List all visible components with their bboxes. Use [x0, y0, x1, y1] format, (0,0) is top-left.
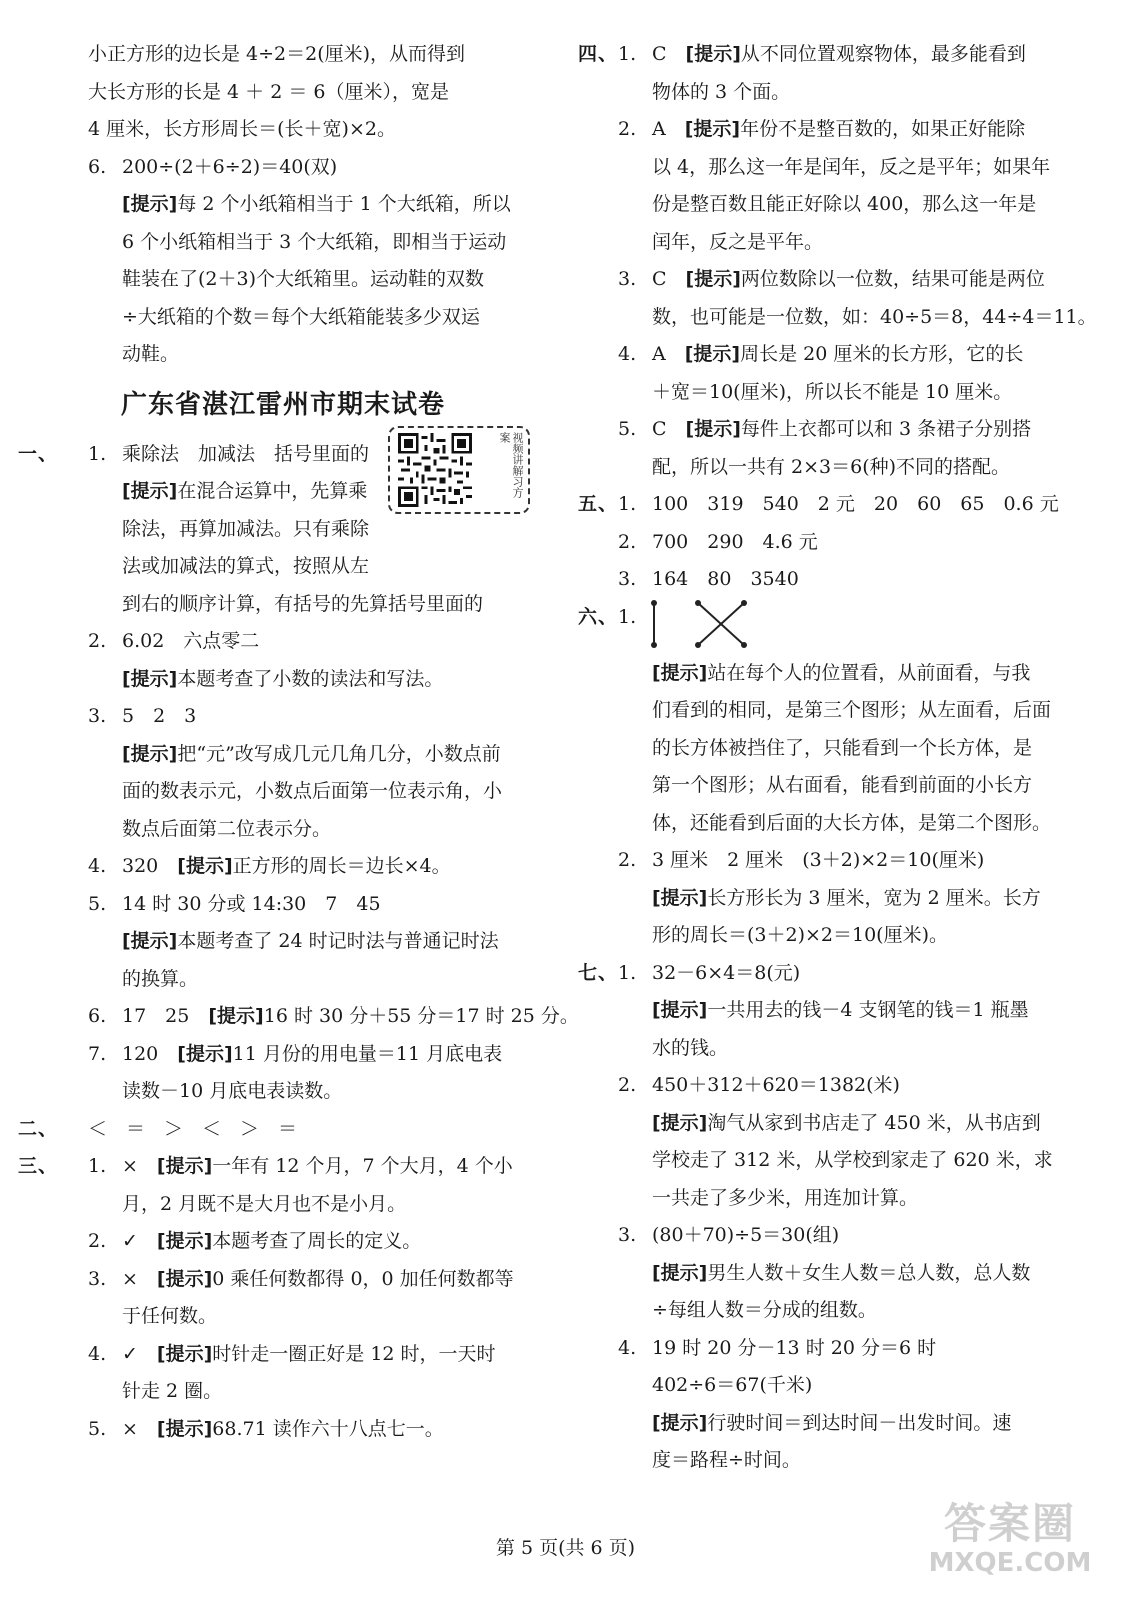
hint-text: 本题考查了小数的读法和写法。: [177, 667, 444, 690]
hint-line: [18, 661, 548, 699]
hint-tag: [提示]: [685, 43, 741, 65]
section-4-q5: [578, 411, 1108, 449]
hint-line: 月，2 月既不是大月也不是小月。: [122, 1192, 407, 1215]
question-number: 3.: [618, 268, 637, 290]
hint-line: [578, 1105, 1108, 1143]
answer: 120: [122, 1042, 178, 1065]
question-6: [18, 149, 548, 187]
hint-line: [578, 1405, 1108, 1443]
question-number: 5.: [88, 1417, 107, 1440]
section-7-q2: [578, 1067, 1108, 1105]
section-4-q1: [578, 36, 1108, 74]
answer-line: 402÷6＝67(千米): [652, 1374, 813, 1396]
watermark-title: 答案圈: [943, 1499, 1076, 1548]
answer: 200÷(2＋6÷2)＝40(双): [122, 155, 338, 178]
answer: C: [652, 268, 686, 290]
question-number: 3.: [88, 705, 107, 727]
section-7-q3: [578, 1217, 1108, 1255]
hint-line: 于任何数。: [122, 1305, 218, 1327]
hint-line: 闰年，反之是平年。: [652, 230, 824, 253]
figure-left-bracket: [651, 600, 657, 648]
right-column: [578, 36, 1108, 1480]
hint-text: 年份不是整百数的，如果正好能除: [740, 118, 1026, 140]
question-number: 5.: [618, 418, 637, 440]
hint-line: 们看到的相同，是第三个图形；从左面看，后面: [652, 699, 1052, 721]
hint-line: ＋宽＝10(厘米)，所以长不能是 10 厘米。: [652, 380, 1013, 403]
hint-line: 形的周长＝(3＋2)×2＝10(厘米)。: [652, 924, 949, 946]
exam-title: 广东省湛江雷州市期末试卷: [120, 389, 445, 420]
hint-line: 水的钱。: [652, 1036, 729, 1059]
answer: 14 时 30 分或 14:30 7 45: [122, 892, 381, 915]
watermark-url: MXQE.COM: [928, 1548, 1092, 1578]
hint-line: 6 个小纸箱相当于 3 个大纸箱，即相当于运动: [122, 230, 507, 253]
section-7-q4: [578, 1330, 1108, 1368]
answer: ×: [122, 1417, 157, 1440]
hint-tag: [提示]: [122, 667, 178, 690]
hint-text: 从不同位置观察物体，最多能看到: [740, 43, 1026, 65]
hint-tag: [提示]: [122, 930, 178, 952]
section-1-q7: [18, 1036, 548, 1074]
question-number: 6.: [88, 1005, 107, 1027]
section-1-q6: [18, 998, 579, 1036]
question-number: 7.: [88, 1042, 107, 1065]
question-number: 3.: [618, 1224, 637, 1246]
question-number: 2.: [88, 1230, 107, 1252]
section-6-q1: [578, 599, 1108, 655]
hint-text: 16 时 30 分＋55 分＝17 时 25 分。: [263, 1005, 579, 1027]
question-number: 1.: [618, 43, 637, 65]
section-label: 四、: [578, 43, 619, 65]
question-number: 2.: [618, 118, 637, 140]
answer: 6.02 六点零二: [122, 630, 260, 652]
question-number: 3.: [618, 568, 637, 590]
hint-line: 配，所以一共有 2×3＝6(种)不同的搭配。: [652, 455, 1011, 478]
section-7-q1: [578, 955, 1108, 993]
answer: ✓: [122, 1230, 157, 1252]
hint-tag: [提示]: [652, 1411, 708, 1434]
hint-text: 在混合运算中，先算乘: [177, 480, 368, 502]
question-number: 1.: [618, 493, 637, 515]
hint-text: 68.71 读作六十八点七一。: [212, 1417, 444, 1440]
hint-tag: [提示]: [684, 118, 741, 140]
hint-line: 度＝路程÷时间。: [652, 1449, 801, 1471]
answer: 乘除法 加减法 括号里面的: [122, 442, 370, 465]
hint-line: 鞋装在了(2＋3)个大纸箱里。运动鞋的双数: [122, 268, 485, 290]
section-4-q2: [578, 111, 1108, 149]
question-number: 5.: [88, 892, 107, 915]
hint-text: 淘气从家到书店走了 450 米，从书店到: [707, 1111, 1041, 1134]
hint-text: 11 月份的用电量＝11 月底电表: [232, 1042, 503, 1065]
hint-line: 读数－10 月底电表读数。: [122, 1080, 343, 1102]
hint-line: 数点后面第二位表示分。: [122, 817, 332, 840]
hint-line: ÷每组人数＝分成的组数。: [652, 1299, 877, 1321]
section-5-q1: [578, 486, 1108, 524]
answer: (80＋70)÷5＝30(组): [652, 1224, 840, 1246]
hint-line: [578, 880, 1108, 918]
hint-line: 数，也可能是一位数，如：40÷5＝8，44÷4＝11。: [652, 305, 1097, 328]
hint-tag: [提示]: [652, 999, 708, 1021]
section-3-q3: [18, 1261, 548, 1299]
hint-line: 的换算。: [122, 967, 199, 990]
hint-tag: [提示]: [122, 742, 178, 765]
hint-line: 学校走了 312 米，从学校到家走了 620 米，求: [652, 1149, 1053, 1171]
hint-line: 体，还能看到后面的大长方体，是第二个图形。: [652, 811, 1052, 834]
question-number: 4.: [88, 855, 107, 877]
hint-line: 以 4，那么这一年是闰年，反之是平年；如果年: [652, 155, 1051, 178]
hint-tag: [提示]: [156, 1230, 213, 1252]
hint-line: 法或加减法的算式，按照从左: [122, 555, 370, 577]
hint-text: 本题考查了周长的定义。: [212, 1230, 422, 1252]
section-1-q4: [18, 848, 548, 886]
hint-text: 行驶时间＝到达时间－出发时间。速: [707, 1411, 1012, 1434]
section-label: 七、: [578, 961, 619, 984]
hint-tag: [提示]: [208, 1005, 264, 1027]
hint-text: 周长是 20 厘米的长方形，它的长: [740, 343, 1024, 365]
answer: 320: [122, 855, 178, 877]
text-line: 大长方形的长是 4 ＋ 2 ＝ 6（厘米），宽是: [88, 80, 449, 103]
hint-line: 的长方体被挡住了，只能看到一个长方体，是: [652, 736, 1033, 759]
left-column: [18, 36, 579, 1448]
hint-tag: [提示]: [156, 1267, 213, 1290]
answer: 5 2 3: [122, 705, 197, 727]
hint-tag: [提示]: [684, 343, 741, 365]
answer: C: [652, 418, 686, 440]
answer: ✓: [122, 1342, 157, 1365]
answer: A: [652, 343, 685, 365]
section-label: 六、: [578, 605, 619, 628]
hint-text: 男生人数＋女生人数＝总人数，总人数: [707, 1261, 1031, 1284]
answer: 3 厘米 2 厘米 (3＋2)×2＝10(厘米): [652, 849, 985, 871]
question-number: 1.: [88, 1155, 107, 1177]
text-line: 4 厘米，长方形周长＝(长＋宽)×2。: [88, 118, 396, 140]
question-number: 2.: [618, 849, 637, 871]
answer: 450＋312＋620＝1382(米): [652, 1074, 900, 1096]
section-6-q2: [578, 842, 1108, 880]
hint-line: 第一个图形；从右面看，能看到前面的小长方: [652, 774, 1033, 796]
hint-text: 时针走一圈正好是 12 时，一天时: [212, 1342, 496, 1365]
qr-code-icon: [398, 433, 472, 507]
answer: ×: [122, 1267, 157, 1290]
section-4-q4: [578, 336, 1108, 374]
section-3-q1: [18, 1148, 548, 1186]
answer: 100 319 540 2 元 20 60 65 0.6 元: [652, 493, 1059, 515]
hint-tag: [提示]: [122, 193, 178, 215]
hint-line: 份是整百数且能正好除以 400，那么这一年是: [652, 193, 1037, 215]
hint-line: ÷大纸箱的个数＝每个大纸箱能装多少双运: [122, 305, 480, 328]
hint-text: 0 乘任何数都得 0，0 加任何数都等: [212, 1267, 514, 1290]
figure-cross-lines: [695, 600, 747, 648]
answer: 19 时 20 分－13 时 20 分＝6 时: [652, 1336, 937, 1359]
hint-tag: [提示]: [156, 1342, 213, 1365]
hint-line: 面的数表示元，小数点后面第一位表示角，小: [122, 780, 503, 802]
section-3-q5: [18, 1411, 548, 1449]
hint-line: 一共走了多少米，用连加计算。: [652, 1186, 919, 1209]
hint-line: 动鞋。: [122, 343, 180, 365]
question-number: 1.: [618, 961, 637, 984]
question-number: 3.: [88, 1267, 107, 1290]
question-number: 6.: [88, 155, 107, 178]
hint-text: 正方形的周长＝边长×4。: [232, 855, 451, 877]
question-number: 2.: [618, 530, 637, 553]
section-2: [18, 1111, 548, 1149]
watermark-logo: [900, 1500, 1120, 1596]
line-matching-figure: [646, 593, 766, 653]
hint-tag: [提示]: [652, 886, 708, 909]
qr-code-box[interactable]: [388, 426, 530, 514]
question-number: 1.: [618, 605, 637, 628]
answer: C: [652, 43, 686, 65]
answer: A: [652, 118, 685, 140]
question-number: 2.: [618, 1074, 637, 1096]
hint-text: 两位数除以一位数，结果可能是两位: [740, 268, 1045, 290]
qr-side-text: 视频讲解习方案: [498, 432, 524, 498]
hint-line: 除法，再算加减法。只有乘除: [122, 517, 370, 540]
hint-text: 本题考查了 24 时记时法与普通记时法: [177, 930, 499, 952]
answer: 700 290 4.6 元: [652, 530, 818, 553]
answer: 164 80 3540: [652, 568, 799, 590]
hint-tag: [提示]: [652, 1261, 708, 1284]
question-number: 1.: [88, 442, 107, 465]
question-number: 2.: [88, 630, 107, 652]
section-label: 五、: [578, 493, 619, 515]
section-4-q3: [578, 261, 1108, 299]
section-label: 一、: [18, 442, 59, 465]
section-5-q2: [578, 524, 1108, 562]
hint-tag: [提示]: [652, 661, 708, 684]
question-number: 4.: [618, 1336, 637, 1359]
hint-text: 长方形长为 3 厘米，宽为 2 厘米。长方: [707, 886, 1041, 909]
hint-tag: [提示]: [652, 1111, 708, 1134]
page-footer: 第 5 页(共 6 页): [495, 1537, 636, 1559]
text-line: 小正方形的边长是 4÷2＝2(厘米)，从而得到: [88, 43, 466, 65]
hint-text: 一年有 12 个月，7 个大月，4 个小: [212, 1155, 513, 1177]
answer: ＜ ＝ ＞ ＜ ＞ ＝: [88, 1117, 298, 1140]
section-3-q4: [18, 1336, 548, 1374]
hint-line: [578, 655, 1108, 693]
hint-line: 到右的顺序计算，有括号的先算括号里面的: [122, 592, 484, 615]
hint-text: 每 2 个小纸箱相当于 1 个大纸箱，所以: [177, 193, 511, 215]
hint-tag: [提示]: [122, 480, 178, 502]
answer: 17 25: [122, 1005, 209, 1027]
hint-text: 站在每个人的位置看，从前面看，与我: [707, 661, 1031, 684]
hint-text: 一共用去的钱－4 支钢笔的钱＝1 瓶墨: [707, 999, 1029, 1021]
hint-line: [18, 923, 548, 961]
hint-tag: [提示]: [156, 1417, 213, 1440]
section-label: 三、: [18, 1155, 59, 1177]
section-1-q3: [18, 698, 548, 736]
question-number: 4.: [618, 343, 637, 365]
section-1-q2: [18, 623, 548, 661]
hint-line: [18, 186, 548, 224]
hint-line: 物体的 3 个面。: [652, 80, 791, 103]
hint-line: [18, 736, 548, 774]
answer: 32－6×4＝8(元): [652, 961, 801, 984]
hint-tag: [提示]: [177, 1042, 233, 1065]
hint-tag: [提示]: [156, 1155, 213, 1177]
section-3-q2: [18, 1223, 548, 1261]
hint-text: 每件上衣都可以和 3 条裙子分别搭: [740, 418, 1032, 440]
question-number: 4.: [88, 1342, 107, 1365]
hint-tag: [提示]: [177, 855, 233, 877]
hint-tag: [提示]: [685, 418, 741, 440]
hint-line: [578, 1255, 1108, 1293]
hint-text: 把“元”改写成几元几角几分，小数点前: [177, 742, 501, 765]
section-1-q5: [18, 886, 548, 924]
answer: ×: [122, 1155, 157, 1177]
hint-tag: [提示]: [685, 268, 741, 290]
hint-line: [578, 992, 1108, 1030]
hint-line: 针走 2 圈。: [122, 1380, 223, 1402]
section-label: 二、: [18, 1117, 59, 1140]
